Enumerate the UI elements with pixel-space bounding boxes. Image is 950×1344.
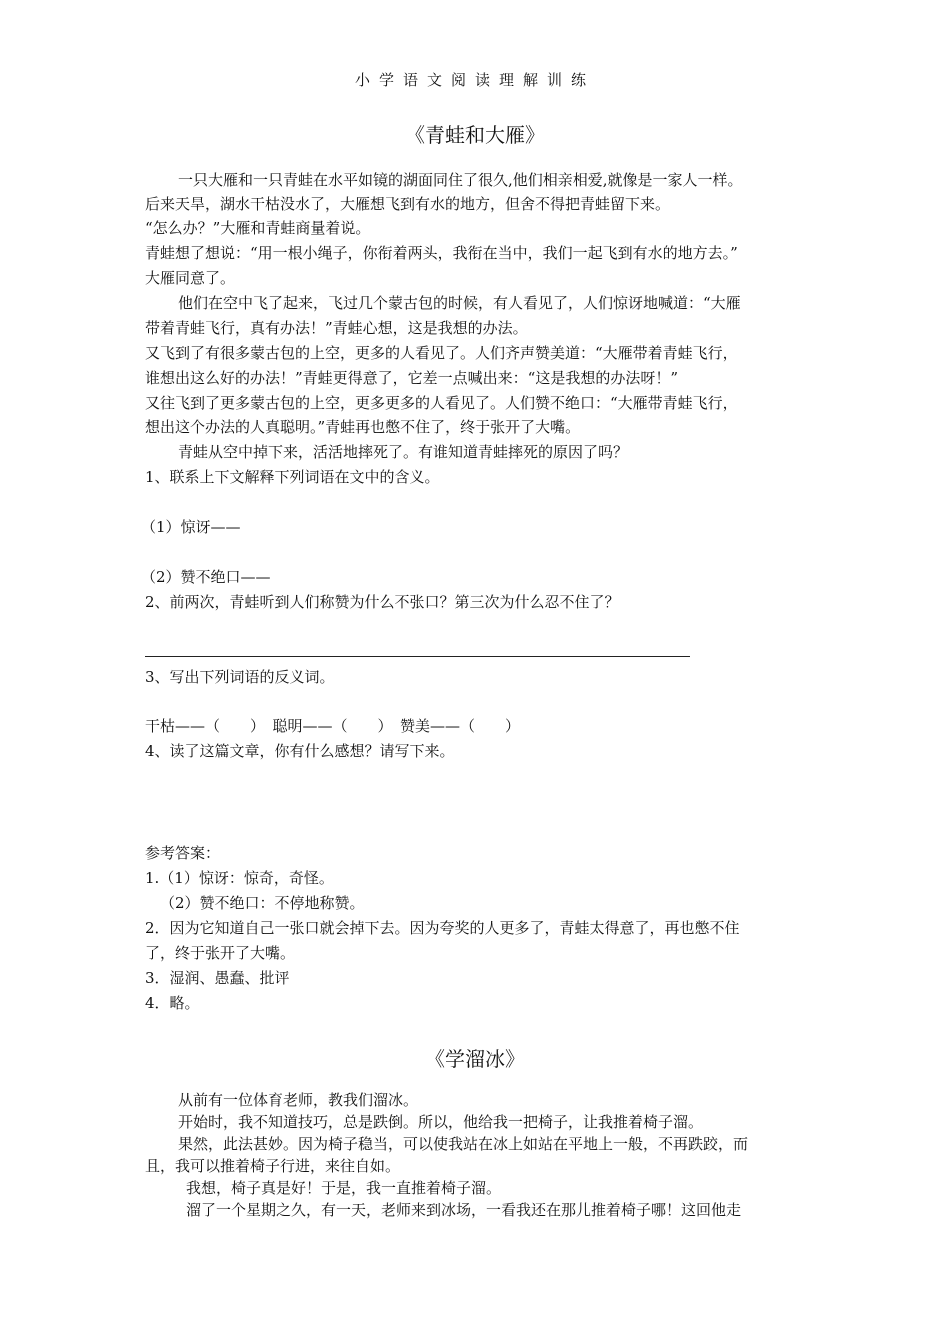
story2-line: 我想，椅子真是好！于是，我一直推着椅子溜。 xyxy=(186,1179,502,1197)
answer-2-cont: 了，终于张开了大嘴。 xyxy=(145,944,296,962)
page-header: 小学语文阅读理解训练 xyxy=(354,71,595,89)
answer-4: 4．略。 xyxy=(145,994,200,1012)
story2-line: 从前有一位体育老师，教我们溜冰。 xyxy=(178,1091,419,1109)
question-4: 4、读了这篇文章，你有什么感想？请写下来。 xyxy=(145,742,455,760)
question-3: 3、写出下列词语的反义词。 xyxy=(145,668,335,686)
answer-line xyxy=(145,656,690,657)
answer-3: 3．湿润、愚蠢、批评 xyxy=(145,969,290,987)
story1-line: 他们在空中飞了起来，飞过几个蒙古包的时候，有人看见了，人们惊讶地喊道：“大雁 xyxy=(178,294,741,312)
story2-line: 开始时，我不知道技巧，总是跌倒。所以，他给我一把椅子，让我推着椅子溜。 xyxy=(178,1113,704,1131)
question-3-items: 干枯——（ ） 聪明——（ ） 赞美——（ ） xyxy=(145,717,521,735)
answer-1b: （2）赞不绝口：不停地称赞。 xyxy=(160,894,365,912)
story1-title: 《青蛙和大雁》 xyxy=(405,123,545,147)
story1-line: 大雁同意了。 xyxy=(145,269,236,287)
story2-line: 且，我可以推着椅子行进，来往自如。 xyxy=(145,1157,401,1175)
story1-line: 青蛙想了想说：“用一根小绳子，你衔着两头，我衔在当中，我们一起飞到有水的地方去。” xyxy=(145,244,738,262)
story1-line: 谁想出这么好的办法！”青蛙更得意了，它差一点喊出来：“这是我想的办法呀！” xyxy=(145,369,679,387)
story1-line: “怎么办？”大雁和青蛙商量着说。 xyxy=(145,219,371,237)
story2-line: 果然，此法甚妙。因为椅子稳当，可以使我站在冰上如站在平地上一般，不再跌跤，而 xyxy=(178,1135,749,1153)
answer-2: 2．因为它知道自己一张口就会掉下去。因为夸奖的人更多了，青蛙太得意了，再也憋不住 xyxy=(145,919,740,937)
story1-line: 又往飞到了更多蒙古包的上空，更多更多的人看见了。人们赞不绝口：“大雁带青蛙飞行， xyxy=(145,394,738,412)
story2-line: 溜了一个星期之久，有一天，老师来到冰场，一看我还在那儿推着椅子哪！这回他走 xyxy=(186,1201,742,1219)
story1-line: 带着青蛙飞行，真有办法！”青蛙心想，这是我想的办法。 xyxy=(145,319,528,337)
story1-line: 后来天旱，湖水干枯没水了，大雁想飞到有水的地方，但舍不得把青蛙留下来。 xyxy=(145,195,671,213)
question-1b: （2）赞不绝口—— xyxy=(141,568,271,586)
question-1: 1、联系上下文解释下列词语在文中的含义。 xyxy=(145,468,440,486)
story1-line: 一只大雁和一只青蛙在水平如镜的湖面同住了很久,他们相亲相爱,就像是一家人一样。 xyxy=(178,171,743,189)
question-2: 2、前两次，青蛙听到人们称赞为什么不张口？第三次为什么忍不住了？ xyxy=(145,593,620,611)
answers-label: 参考答案： xyxy=(145,844,221,862)
story1-line: 想出这个办法的人真聪明。”青蛙再也憋不住了，终于张开了大嘴。 xyxy=(145,418,581,436)
story1-line: 青蛙从空中掉下来，活活地摔死了。有谁知道青蛙摔死的原因了吗？ xyxy=(178,443,629,461)
question-1a: （1）惊讶—— xyxy=(141,518,241,536)
answer-1a: 1.（1）惊讶：惊奇，奇怪。 xyxy=(145,869,334,887)
story1-line: 又飞到了有很多蒙古包的上空，更多的人看见了。人们齐声赞美道：“大雁带着青蛙飞行， xyxy=(145,344,738,362)
story2-title: 《学溜冰》 xyxy=(425,1047,525,1071)
